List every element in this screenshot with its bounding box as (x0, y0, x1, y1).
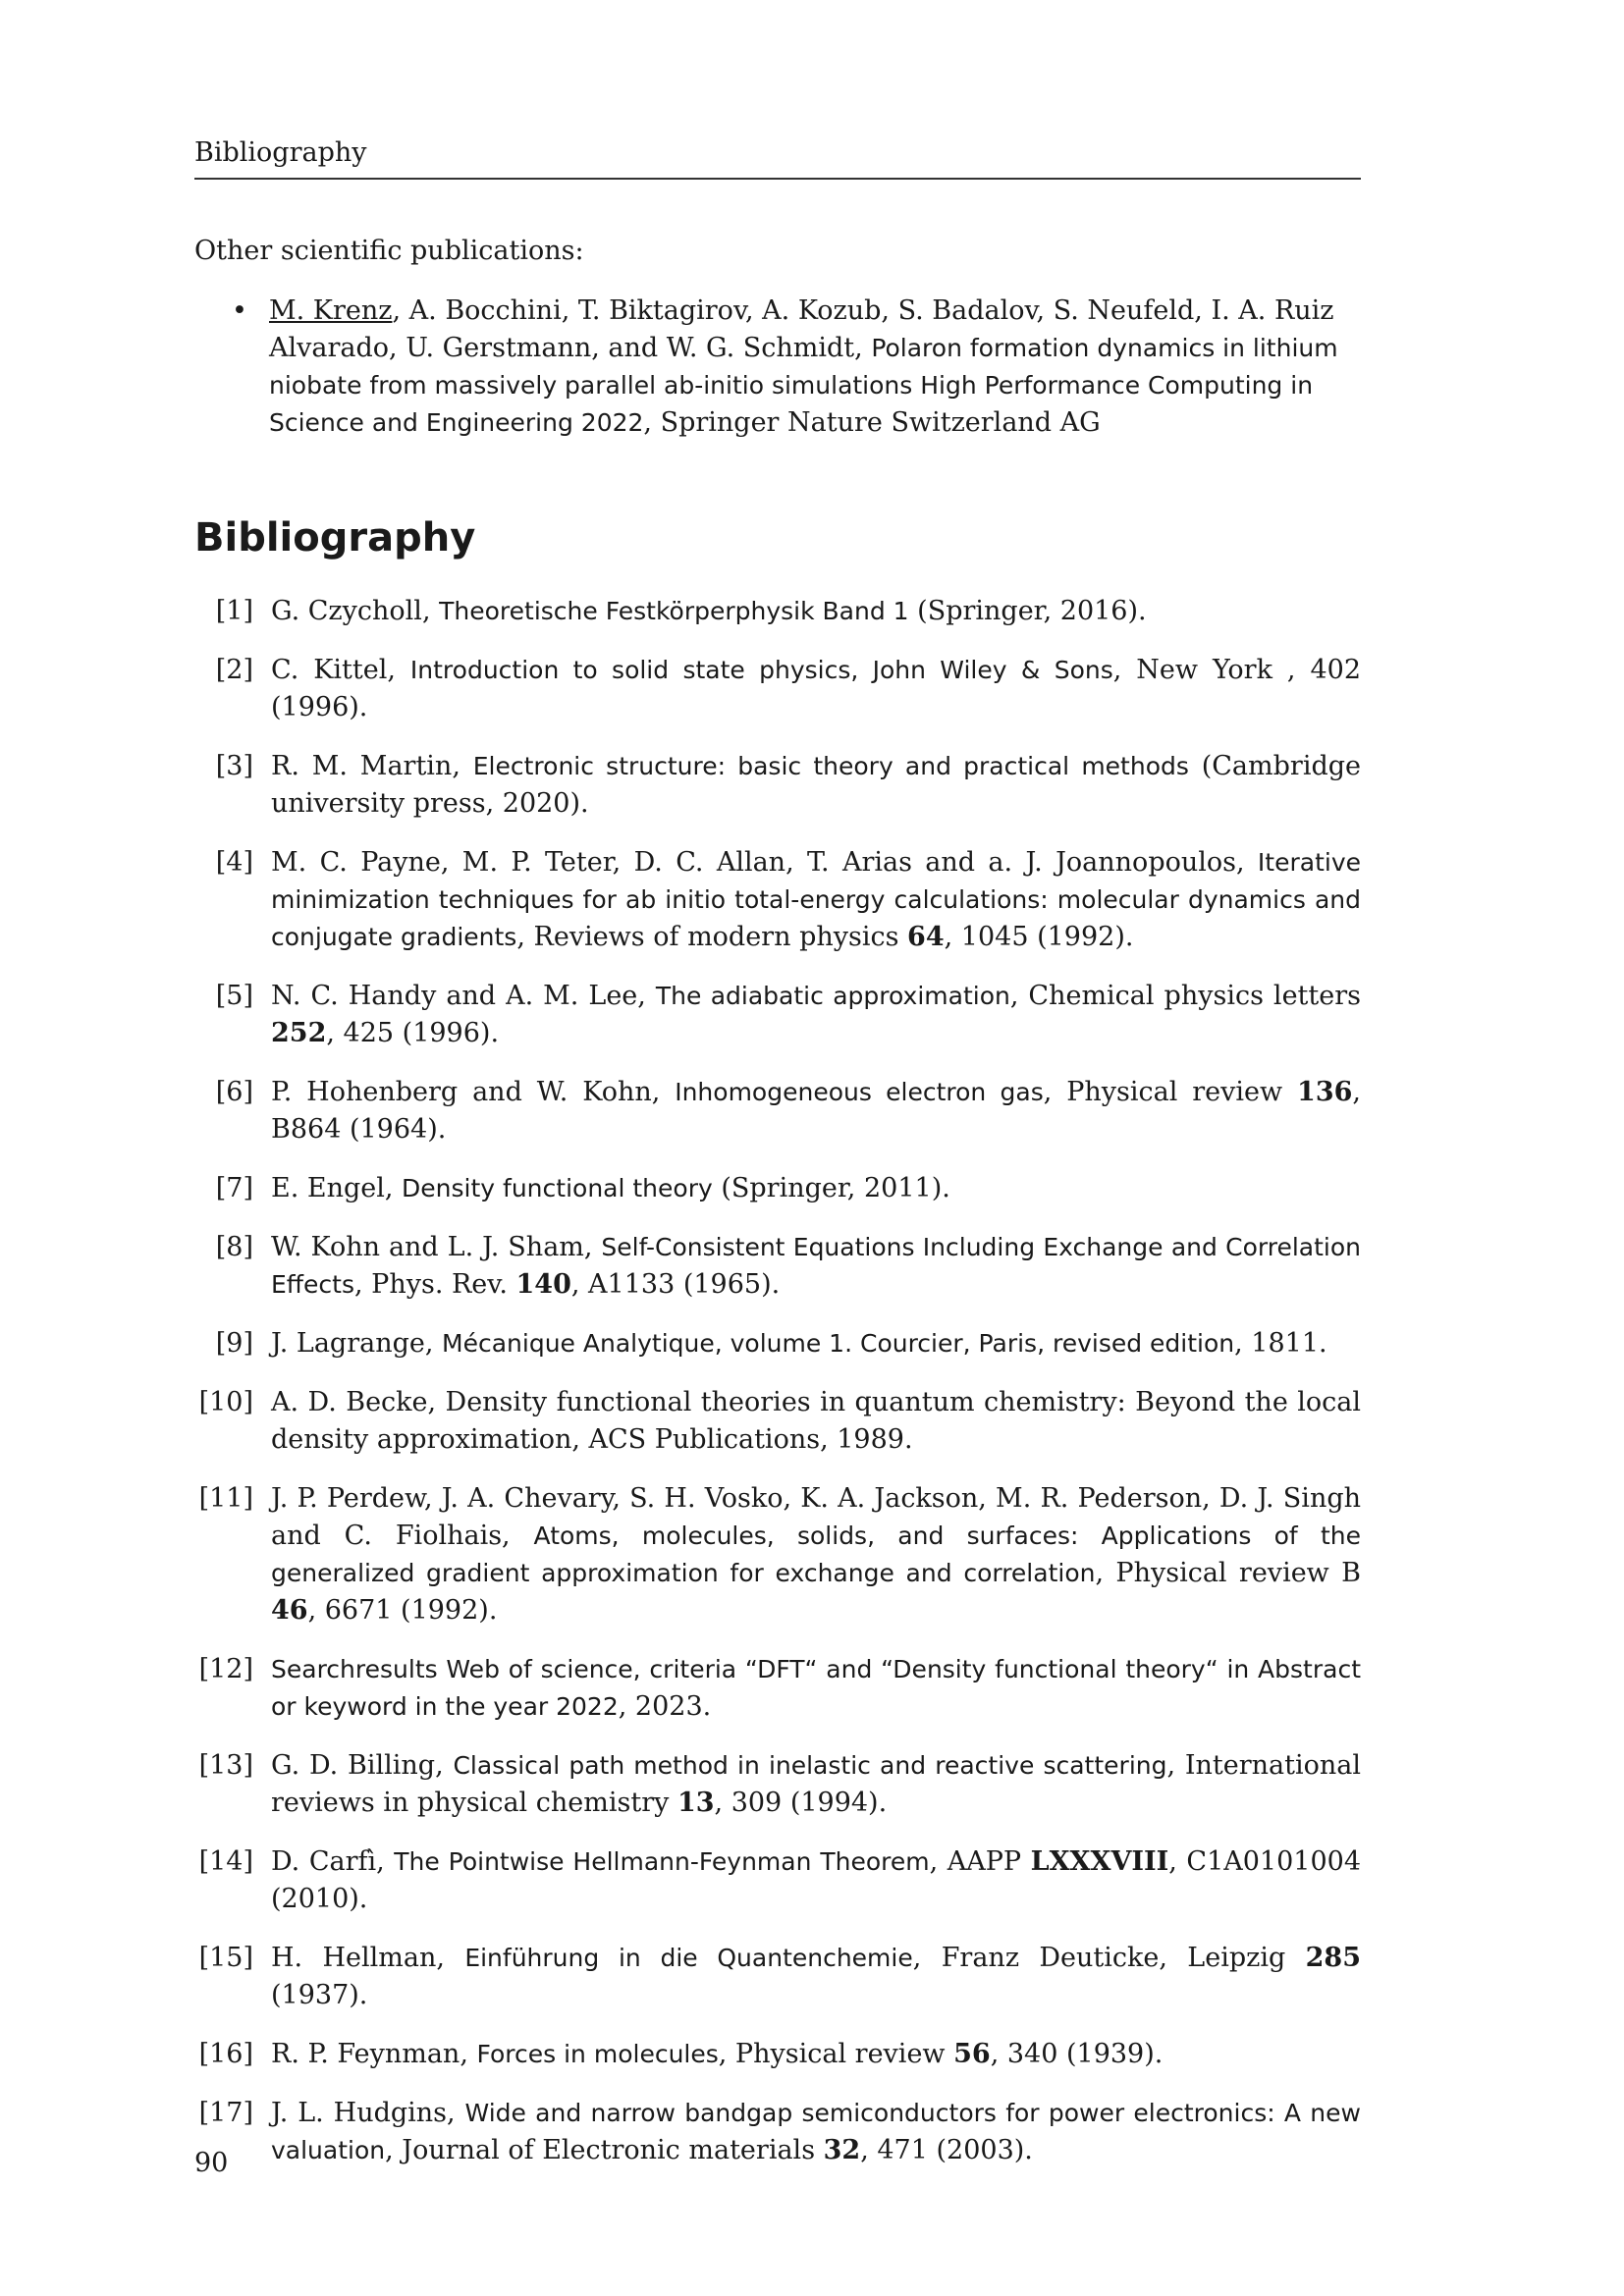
bib-volume: 32 (823, 2135, 861, 2165)
bib-source: (Cambridge university press, 2020). (271, 751, 1361, 819)
bib-number: [10] (198, 1387, 253, 1417)
bib-volume: LXXXVIII (1030, 1846, 1169, 1877)
bib-number: [16] (198, 2039, 253, 2069)
bib-title: Theoretische Festkörperphysik Band 1 (439, 597, 909, 625)
header-rule (194, 178, 1361, 180)
bib-authors: W. Kohn and L. J. Sham, (271, 1232, 602, 1262)
bib-title: Searchresults Web of science, criteria “DFT“ and “Density functional theory“ in Abstract or keyword in the year 2022 (271, 1655, 1361, 1721)
bib-source: , 2023. (618, 1691, 712, 1722)
bib-source: (Springer, 2016). (908, 596, 1147, 626)
bib-entry (194, 1074, 1361, 1148)
bib-volume: 285 (1305, 1943, 1362, 1973)
bib-source: , New York , 402 (1996). (271, 655, 1361, 722)
publication-title: Polaron formation dynamics in lithium niobate from massively parallel ab-initio simulations High Performance Computing in Science and Engineering 2022 (269, 334, 1338, 437)
bib-number: [7] (215, 1173, 253, 1203)
bib-entry (194, 1843, 1361, 1918)
bib-volume: 64 (907, 922, 945, 952)
publication-item (194, 293, 1361, 442)
bib-source: , Physical review B (1095, 1558, 1361, 1588)
bib-title: The Pointwise Hellmann-Feynman Theorem (394, 1847, 930, 1876)
bib-number: [6] (215, 1077, 253, 1107)
bib-title: Mécanique Analytique, volume 1. Courcier, Paris, revised edition (442, 1329, 1235, 1358)
bib-title: Forces in molecules (476, 2040, 719, 2068)
bib-volume: 13 (677, 1788, 715, 1818)
other-publications-list (194, 293, 1361, 442)
bib-title: Self-Consistent Equations Including Exchange and Correlation Effects (271, 1233, 1361, 1299)
bib-entry (194, 2036, 1361, 2073)
bib-authors: M. C. Payne, M. P. Teter, D. C. Allan, T. Arias and a. J. Joannopoulos, (271, 847, 1258, 878)
page-number: 90 (194, 2148, 229, 2178)
bib-volume: 136 (1297, 1077, 1353, 1107)
bib-entry (194, 593, 1361, 630)
bib-entry (194, 2095, 1361, 2169)
bib-pages-year: , 425 (1996). (326, 1018, 500, 1048)
bib-pages-year: (1937). (271, 1980, 368, 2010)
bib-source: , 1811. (1234, 1328, 1327, 1359)
bib-number: [4] (215, 847, 253, 878)
running-head: Bibliography (194, 137, 367, 168)
bib-number: [1] (215, 596, 253, 626)
publication-author-highlight: M. Krenz (269, 295, 393, 326)
bib-number: [12] (198, 1654, 253, 1684)
bib-title: Density functional theory (402, 1174, 713, 1202)
bib-volume: 252 (271, 1018, 327, 1048)
bib-title: Introduction to solid state physics, John Wiley & Sons (409, 656, 1113, 684)
bib-volume: 46 (271, 1595, 308, 1626)
bib-pages-year: , 1045 (1992). (944, 922, 1134, 952)
bib-title: Iterative minimization techniques for ab initio total-energy calculations: molecular dynamics and conjugate gradients (271, 848, 1361, 951)
bib-entry (194, 652, 1361, 726)
publication-source: , Springer Nature Switzerland AG (643, 407, 1101, 438)
bib-pages-year: , 471 (2003). (860, 2135, 1033, 2165)
publication-authors: , A. Bocchini, T. Biktagirov, A. Kozub, S. Badalov, S. Neufeld, I. A. Ruiz Alvarado, U. Gerstmann, and W. G. Schmidt, (269, 295, 1334, 363)
bib-authors: J. P. Perdew, J. A. Chevary, S. H. Vosko, K. A. Jackson, M. R. Pederson, D. J. Singh and C. Fiolhais, (271, 1483, 1361, 1551)
bib-source: , Phys. Rev. (353, 1269, 516, 1300)
bib-authors: C. Kittel, (271, 655, 410, 685)
bib-source: , Physical review (1043, 1077, 1298, 1107)
bib-number: [17] (198, 2098, 253, 2128)
bib-authors: G. Czycholl, (271, 596, 440, 626)
bib-number: [5] (215, 981, 253, 1011)
bib-authors: P. Hohenberg and W. Kohn, (271, 1077, 676, 1107)
bibliography-heading: Bibliography (194, 515, 476, 561)
other-publications-heading: Other scientific publications: (194, 236, 584, 266)
bib-source: , AAPP (929, 1846, 1031, 1877)
bib-entry (194, 844, 1361, 956)
bib-authors: E. Engel, (271, 1173, 403, 1203)
bib-authors: R. M. Martin, (271, 751, 473, 781)
bib-entry (194, 1170, 1361, 1207)
bib-source: , Chemical physics letters (1009, 981, 1361, 1011)
bib-entry (194, 748, 1361, 823)
bib-authors: R. P. Feynman, (271, 2039, 477, 2069)
bib-authors: A. D. Becke, (271, 1387, 446, 1417)
bib-entry (194, 1651, 1361, 1726)
bib-title: Einführung in die Quantenchemie (464, 1944, 913, 1972)
bullet-icon: • (232, 295, 247, 326)
bib-entry (194, 1325, 1361, 1362)
bib-source: (Springer, 2011). (712, 1173, 950, 1203)
bib-title: Electronic structure: basic theory and practical methods (472, 752, 1189, 780)
bib-number: [3] (215, 751, 253, 781)
bibliography-list (194, 593, 1361, 2191)
bib-entry (194, 978, 1361, 1052)
bib-number: [9] (215, 1328, 253, 1359)
bib-volume: 140 (515, 1269, 571, 1300)
bib-pages-year: , B864 (1964). (271, 1077, 1361, 1145)
bib-source: , Franz Deuticke, Leipzig (912, 1943, 1306, 1973)
bib-source: , International reviews in physical chemistry (271, 1750, 1361, 1818)
bib-source: , Reviews of modern physics (516, 922, 908, 952)
bib-authors: J. Lagrange, (271, 1328, 443, 1359)
bib-entry (194, 1747, 1361, 1822)
bib-number: [15] (198, 1943, 253, 1973)
bib-title: Classical path method in inelastic and reactive scattering (453, 1751, 1167, 1780)
bib-authors: D. Carfì, (271, 1846, 395, 1877)
bib-number: [13] (198, 1750, 253, 1781)
bib-entry (194, 1384, 1361, 1459)
bib-pages-year: , 340 (1939). (990, 2039, 1164, 2069)
bib-pages-year: , A1133 (1965). (570, 1269, 781, 1300)
bib-authors: H. Hellman, (271, 1943, 465, 1973)
bib-title: The adiabatic approximation (655, 982, 1010, 1010)
bib-entry (194, 1480, 1361, 1629)
bib-number: [14] (198, 1846, 253, 1877)
bib-source: Density functional theories in quantum chemistry: Beyond the local density approximation, ACS Publications, 1989. (271, 1387, 1361, 1455)
bib-volume: 56 (953, 2039, 991, 2069)
bib-pages-year: , 309 (1994). (714, 1788, 888, 1818)
bib-pages-year: , 6671 (1992). (307, 1595, 498, 1626)
bib-pages-year: , C1A0101004 (2010). (271, 1846, 1361, 1914)
bib-authors: N. C. Handy and A. M. Lee, (271, 981, 656, 1011)
bib-authors: G. D. Billing, (271, 1750, 454, 1781)
bib-title: Atoms, molecules, solids, and surfaces: Applications of the generalized gradient approximation for exchange and correlation (271, 1522, 1361, 1587)
bib-entry (194, 1229, 1361, 1304)
bib-number: [11] (198, 1483, 253, 1514)
bib-number: [8] (215, 1232, 253, 1262)
bib-title: Wide and narrow bandgap semiconductors for power electronics: A new valuation (271, 2099, 1361, 2164)
bib-title: Inhomogeneous electron gas (675, 1078, 1044, 1106)
bib-source: , Journal of Electronic materials (385, 2135, 824, 2165)
bib-source: , Physical review (718, 2039, 954, 2069)
bib-authors: J. L. Hudgins, (271, 2098, 465, 2128)
bib-number: [2] (215, 655, 253, 685)
bib-entry (194, 1940, 1361, 2014)
